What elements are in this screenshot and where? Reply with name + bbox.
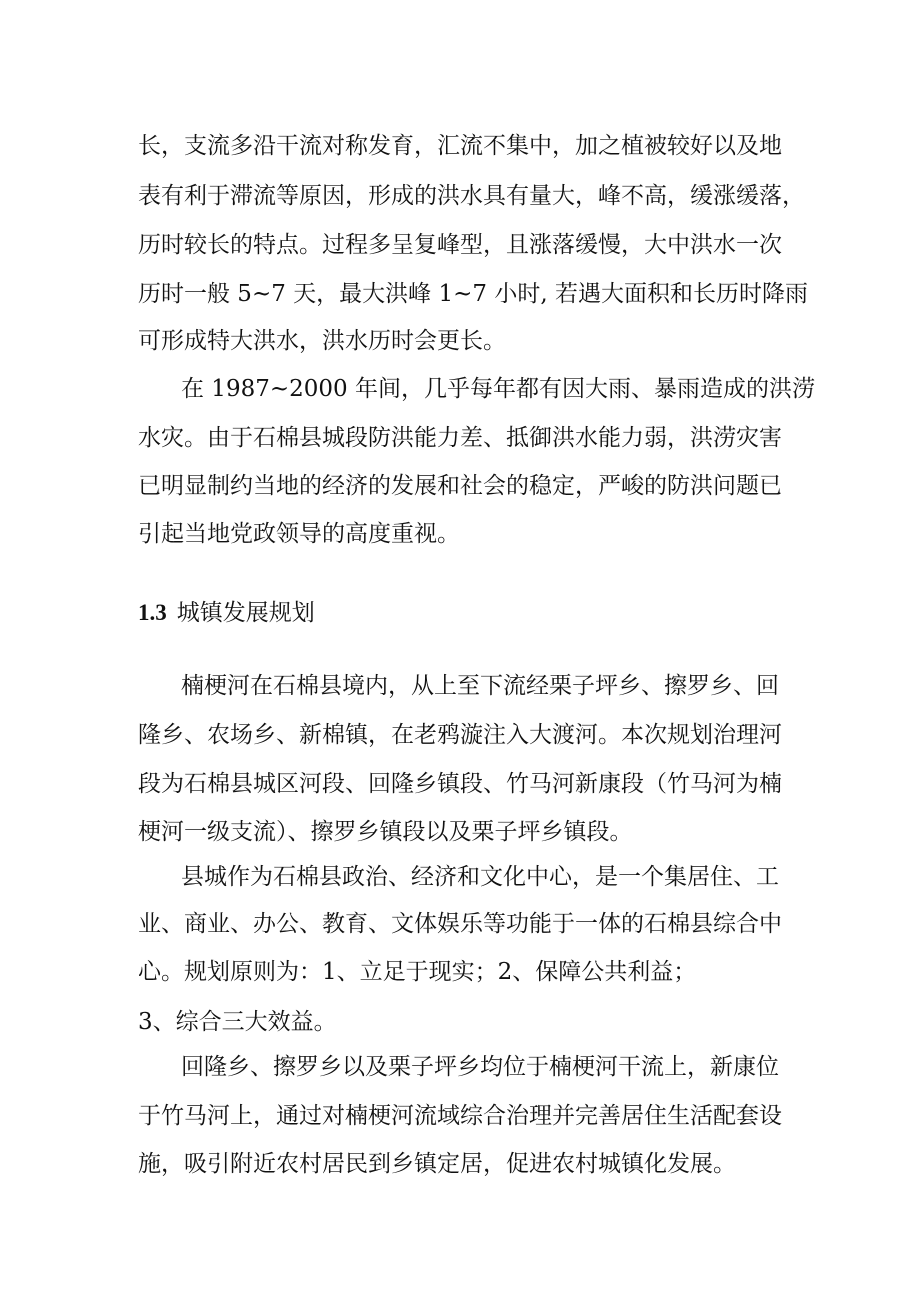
paragraph-3-line-2: 隆乡、农场乡、新棉镇，在老鸦漩注入大渡河。本次规划治理河 bbox=[138, 722, 782, 748]
section-title: 城镇发展规划 bbox=[176, 600, 315, 626]
paragraph-4-line-1: 县城作为石棉县政治、经济和文化中心，是一个集居住、工 bbox=[181, 864, 779, 890]
paragraph-2-line-4: 引起当地党政领导的高度重视。 bbox=[138, 521, 460, 547]
paragraph-4-line-4: 3、综合三大效益。 bbox=[138, 1009, 337, 1035]
paragraph-3-line-3: 段为石棉县城区河段、回隆乡镇段、竹马河新康段（竹马河为楠 bbox=[138, 771, 782, 797]
paragraph-1-line-1: 长，支流多沿干流对称发育，汇流不集中，加之植被较好以及地 bbox=[138, 133, 782, 159]
paragraph-5-line-2: 于竹马河上，通过对楠梗河流域综合治理并完善居住生活配套设 bbox=[138, 1103, 782, 1129]
section-heading bbox=[138, 598, 315, 628]
paragraph-5-line-1: 回隆乡、擦罗乡以及栗子坪乡均位于楠梗河干流上，新康位 bbox=[181, 1054, 779, 1080]
paragraph-2-line-1: 在 1987~2000 年间，几乎每年都有因大雨、暴雨造成的洪涝 bbox=[181, 376, 815, 402]
paragraph-1-line-2: 表有利于滞流等原因，形成的洪水具有量大，峰不高，缓涨缓落， bbox=[138, 183, 805, 209]
paragraph-3-line-1: 楠梗河在石棉县境内，从上至下流经栗子坪乡、擦罗乡、回 bbox=[181, 673, 779, 699]
paragraph-1-line-3: 历时较长的特点。过程多呈复峰型，且涨落缓慢，大中洪水一次 bbox=[138, 232, 782, 258]
paragraph-2-line-2: 水灾。由于石棉县城段防洪能力差、抵御洪水能力弱，洪涝灾害 bbox=[138, 425, 782, 451]
paragraph-1-line-4: 历时一般 5~7 天，最大洪峰 1~7 小时, 若遇大面积和长历时降雨 bbox=[138, 281, 808, 307]
section-number: 1.3 bbox=[138, 600, 167, 625]
paragraph-3-line-4: 梗河一级支流）、擦罗乡镇段以及栗子坪乡镇段。 bbox=[138, 819, 633, 845]
paragraph-1-line-5: 可形成特大洪水，洪水历时会更长。 bbox=[138, 328, 506, 354]
paragraph-4-line-3: 心。规划原则为：1、立足于现实；2、保障公共利益； bbox=[138, 959, 697, 985]
paragraph-5-line-3: 施，吸引附近农村居民到乡镇定居，促进农村城镇化发展。 bbox=[138, 1151, 736, 1177]
paragraph-4-line-2: 业、商业、办公、教育、文体娱乐等功能于一体的石棉县综合中 bbox=[138, 911, 782, 937]
paragraph-2-line-3: 已明显制约当地的经济的发展和社会的稳定，严峻的防洪问题已 bbox=[138, 473, 782, 499]
